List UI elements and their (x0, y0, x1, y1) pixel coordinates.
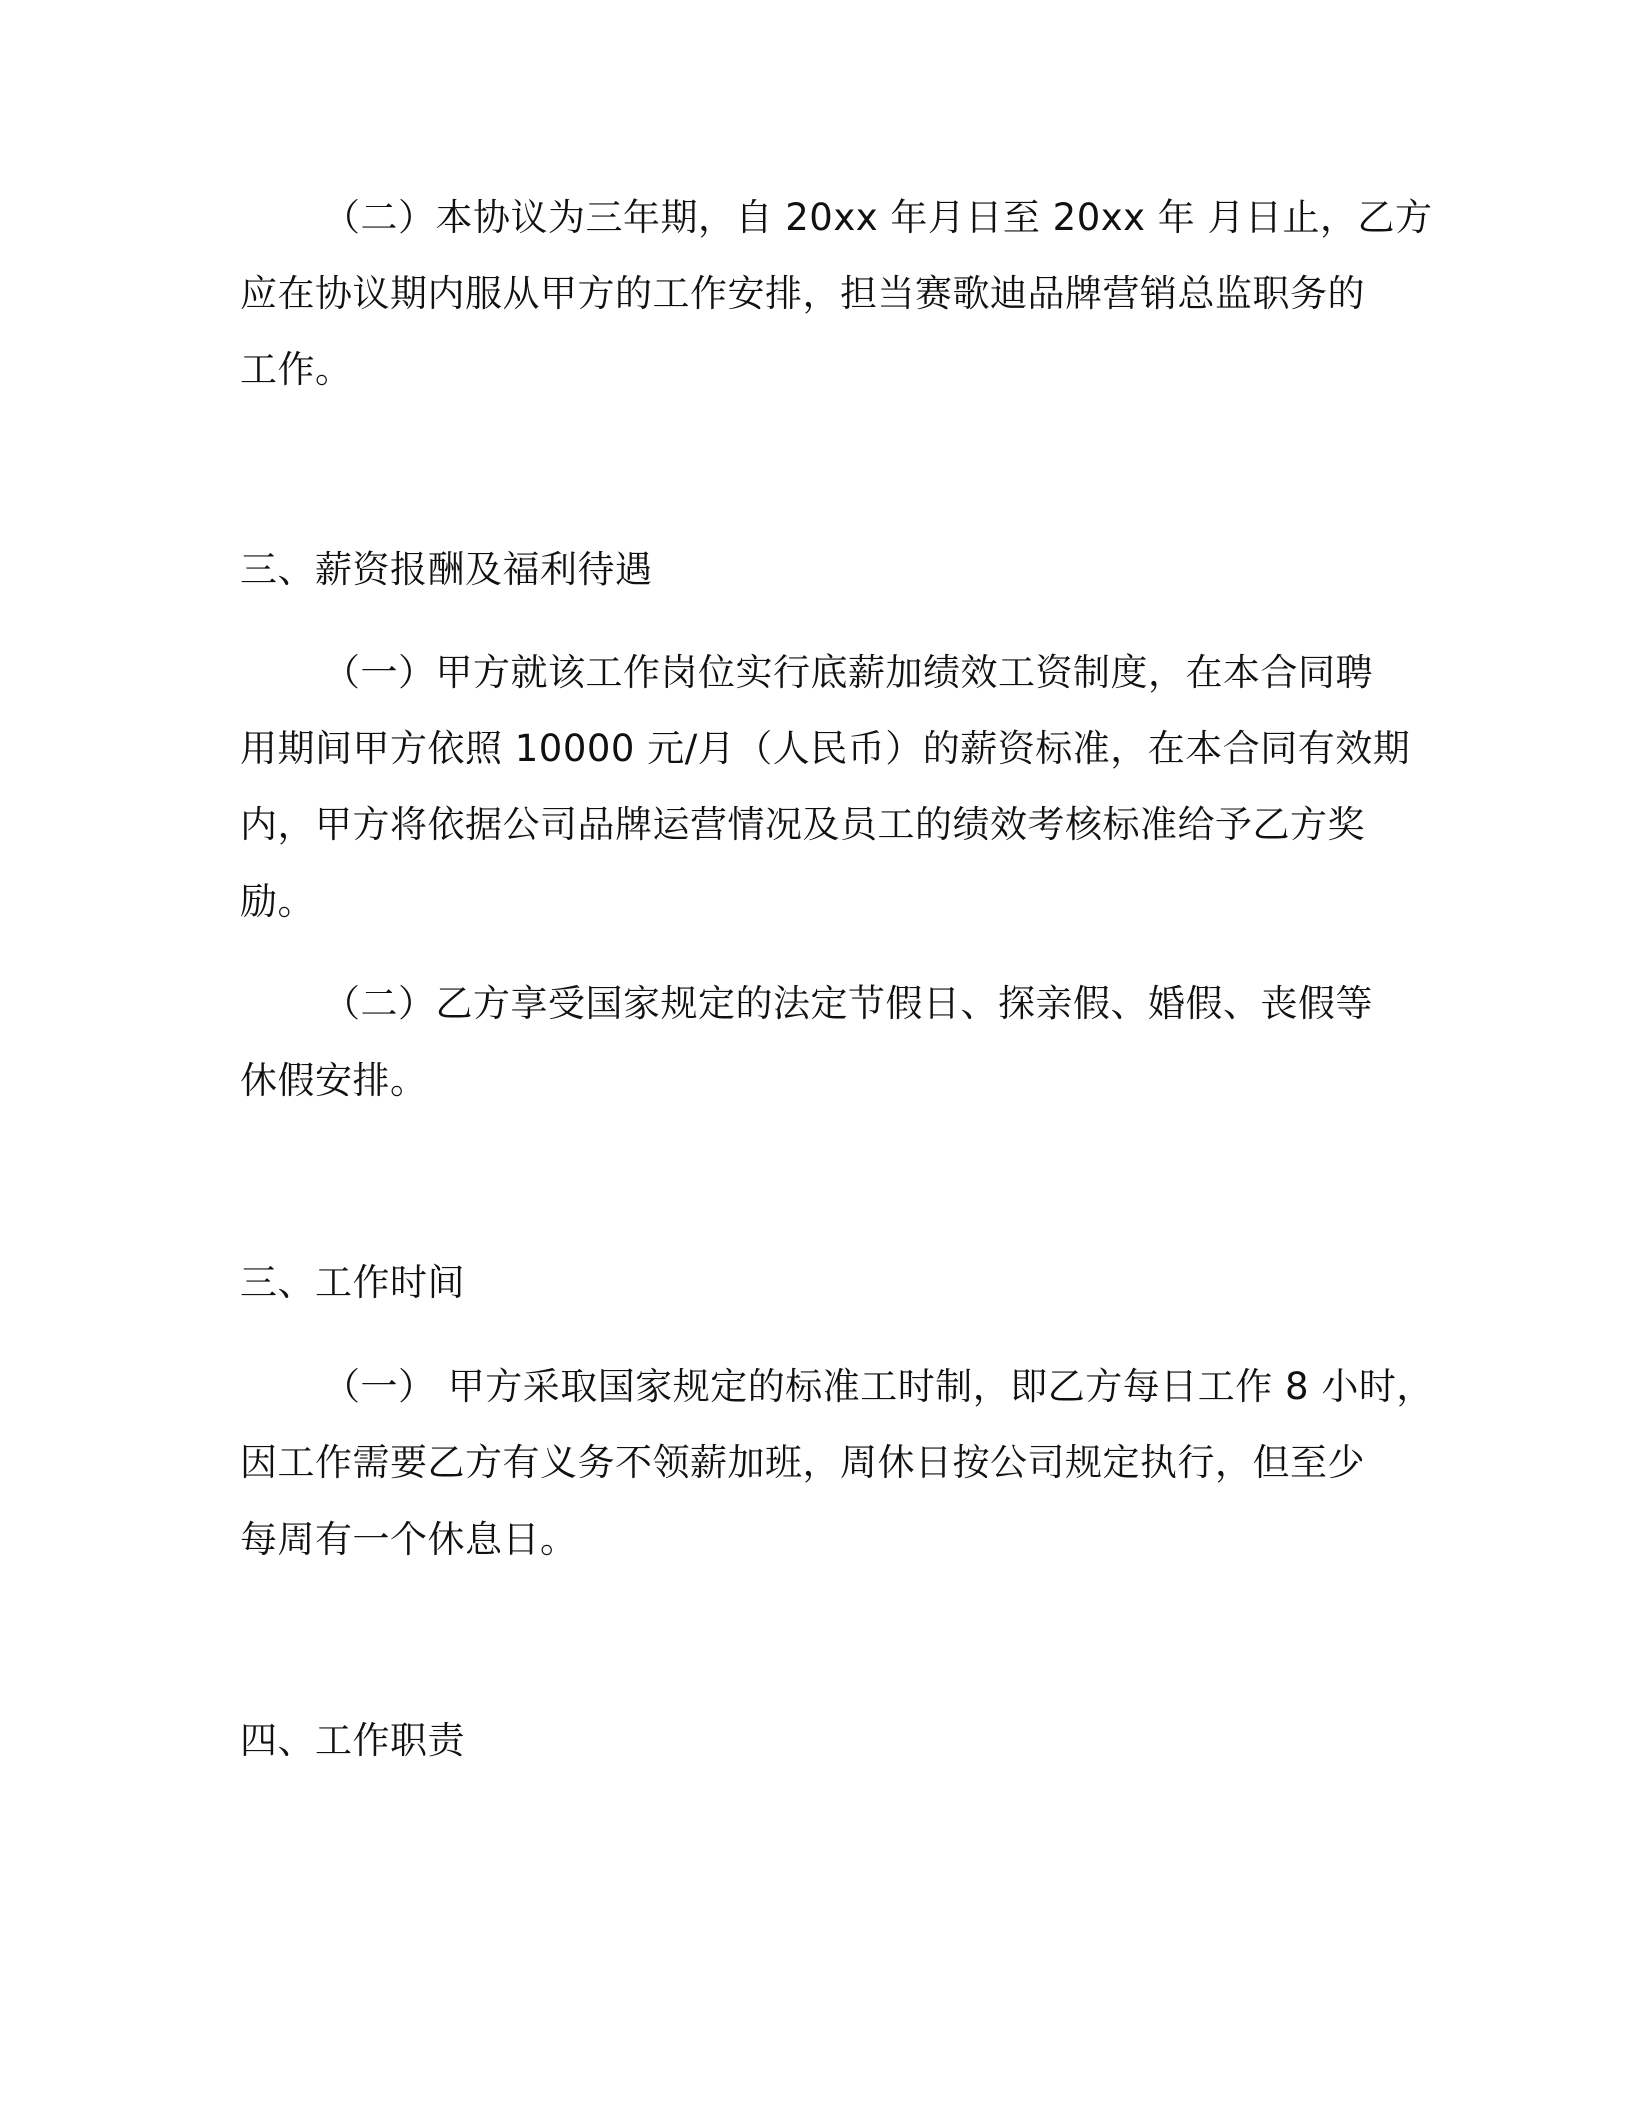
paragraph-salary-2-line-1: （二）乙方享受国家规定的法定节假日、探亲假、婚假、丧假等 (323, 982, 1373, 1025)
paragraph-worktime-1-line-1: （一） 甲方采取国家规定的标准工时制，即乙方每日工作 8 小时， (323, 1365, 1434, 1408)
heading-duties: 四、工作职责 (240, 1719, 465, 1762)
paragraph-salary-1-line-1: （一）甲方就该工作岗位实行底薪加绩效工资制度，在本合同聘 (323, 651, 1373, 694)
paragraph-term-line-1: （二）本协议为三年期，自 20xx 年月日至 20xx 年 月日止，乙方 (323, 196, 1433, 239)
paragraph-worktime-1-line-3: 每周有一个休息日。 (240, 1518, 578, 1561)
heading-salary: 三、薪资报酬及福利待遇 (240, 548, 653, 591)
paragraph-term-line-2: 应在协议期内服从甲方的工作安排，担当赛歌迪品牌营销总监职务的 (240, 272, 1365, 315)
paragraph-term-line-3: 工作。 (240, 348, 353, 391)
paragraph-salary-1-line-4: 励。 (240, 880, 315, 923)
heading-worktime: 三、工作时间 (240, 1261, 465, 1304)
paragraph-salary-1-line-3: 内，甲方将依据公司品牌运营情况及员工的绩效考核标准给予乙方奖 (240, 803, 1365, 846)
paragraph-salary-2-line-2: 休假安排。 (240, 1059, 428, 1102)
paragraph-worktime-1-line-2: 因工作需要乙方有义务不领薪加班，周休日按公司规定执行，但至少 (240, 1441, 1365, 1484)
paragraph-salary-1-line-2: 用期间甲方依照 10000 元/月（人民币）的薪资标准，在本合同有效期 (240, 727, 1411, 770)
